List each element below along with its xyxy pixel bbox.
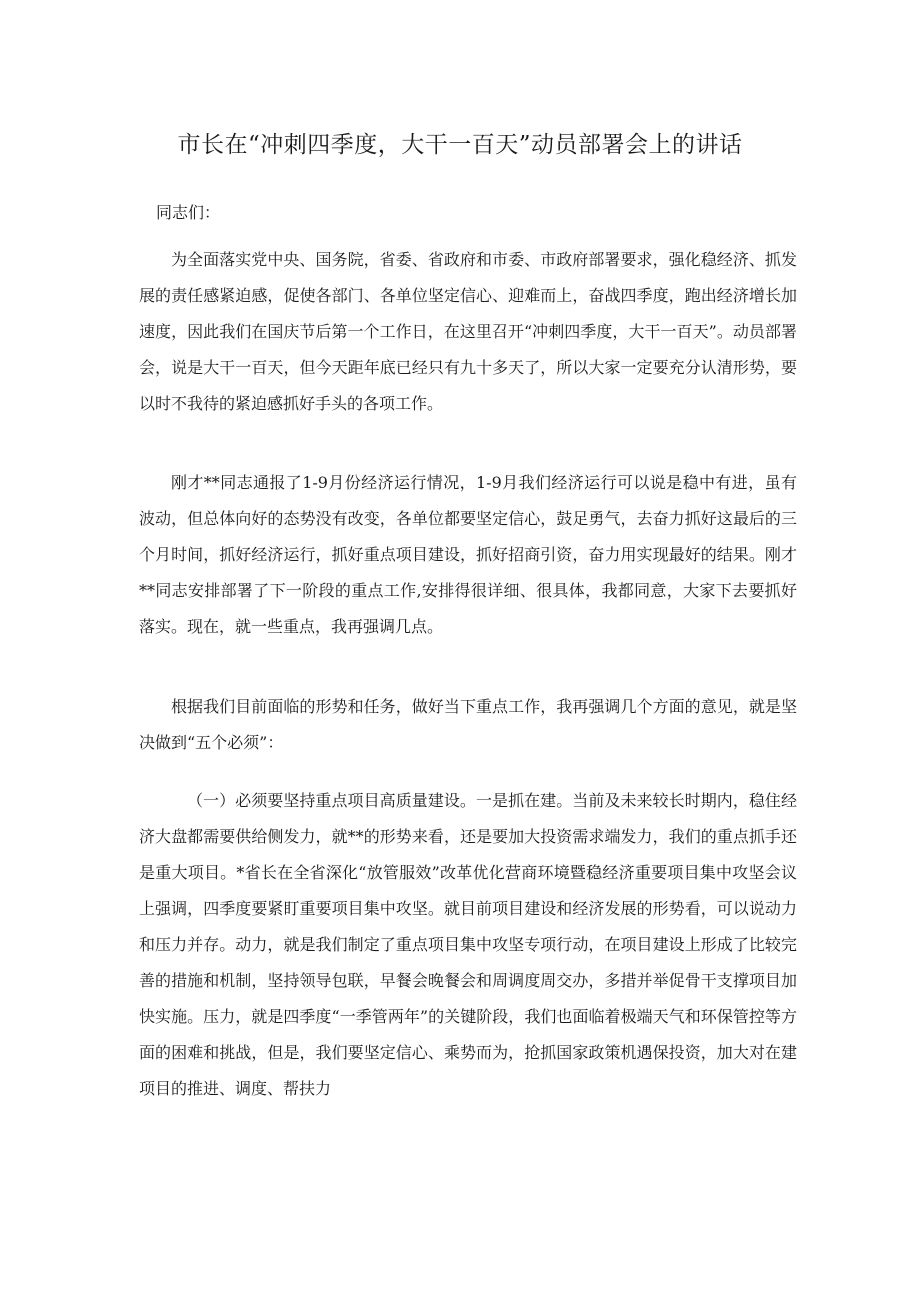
salutation: 同志们： xyxy=(156,203,221,222)
paragraph-economic-report: 刚才**同志通报了1-9月份经济运行情况，1-9月我们经济运行可以说是稳中有进，虽有波动，但总体向好的态势没有改变，各单位都要坚定信心，鼓足勇气，去奋力抓好这最后的三个月时间，抓好经济运行，抓好重点项目建设，抓好招商引资，奋力用实现最好的结果。刚才**同志安排部署了下一阶段的重点工作,安排得很详细、很具体，我都同意，大家下去要抓好落实。现在，就一些重点，我再强调几点。 xyxy=(139,473,797,636)
paragraph-section-one: （一）必须要坚持重点项目高质量建设。一是抓在建。当前及未来较长时期内，稳住经济大盘都需要供给侧发力，就**的形势来看，还是要加大投资需求端发力，我们的重点抓手还是重大项目。*省长在全省深化“放管服效”改革优化营商环境暨稳经济重要项目集中攻坚会议上强调，四季度要紧盯重要项目集中攻坚。就目前项目建设和经济发展的形势看，可以说动力和压力并存。动力，就是我们制定了重点项目集中攻坚专项行动，在项目建设上形成了比较完善的措施和机制，坚持领导包联，早餐会晚餐会和周调度周交办，多措并举促骨干支撑项目加快实施。压力，就是四季度“一季管两年”的关键阶段，我们也面临着极端天气和环保管控等方面的困难和挑战，但是，我们要坚定信心、乘势而为，抢抓国家政策机遇保投资，加大对在建项目的推进、调度、帮扶力 xyxy=(139,791,797,1098)
paragraph-five-musts: 根据我们目前面临的形势和任务，做好当下重点工作，我再强调几个方面的意见，就是坚决做到“五个必须”： xyxy=(139,697,797,752)
document-title: 市长在“冲刺四季度，大干一百天”动员部署会上的讲话 xyxy=(177,132,743,158)
paragraph-intro: 为全面落实党中央、国务院，省委、省政府和市委、市政府部署要求，强化稳经济、抓发展的责任感紧迫感，促使各部门、各单位坚定信心、迎难而上，奋战四季度，跑出经济增长加速度，因此我们在国庆节后第一个工作日，在这里召开“冲刺四季度，大干一百天”。动员部署会，说是大干一百天，但今天距年底已经只有九十多天了，所以大家一定要充分认清形势，要以时不我待的紧迫感抓好手头的各项工作。 xyxy=(139,250,797,413)
